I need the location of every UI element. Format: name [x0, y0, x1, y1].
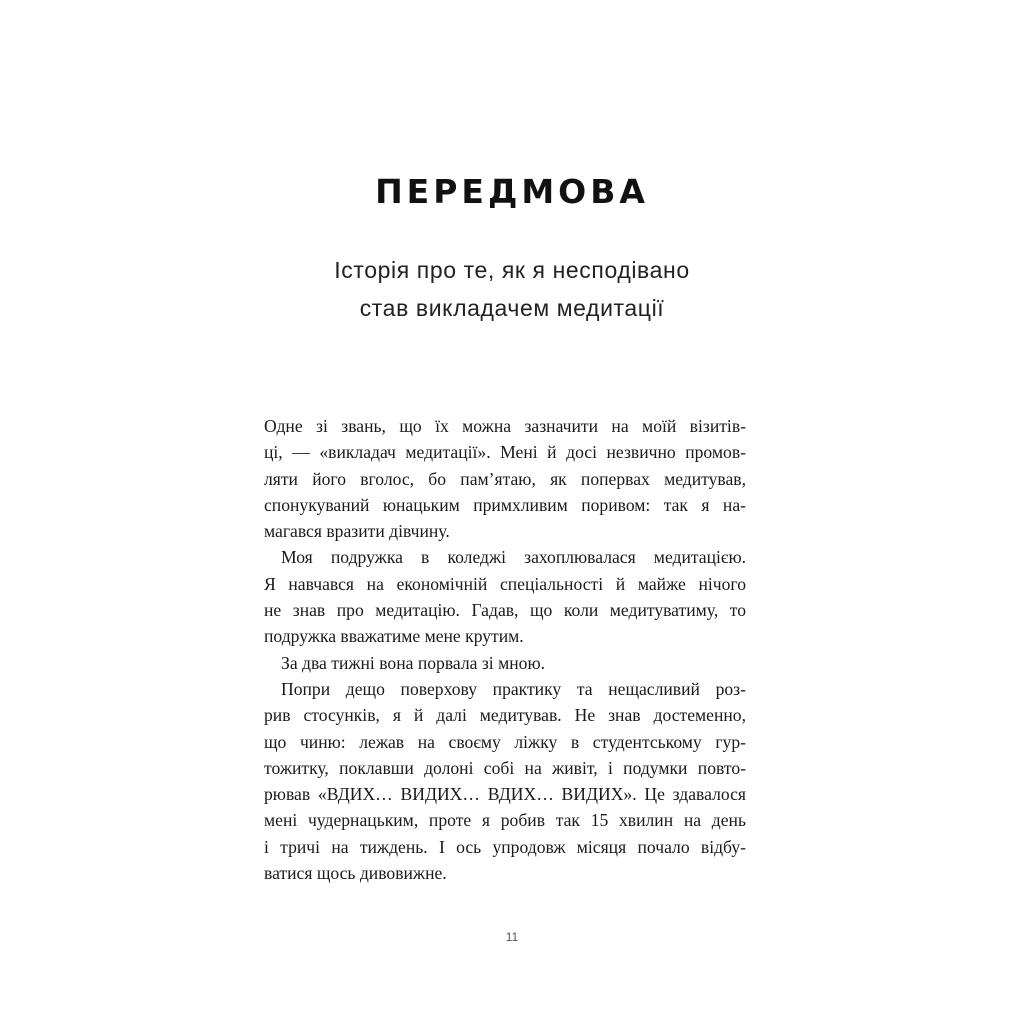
text-line: ляти його вголос, бо пам’ятаю, як попервах медитував,: [264, 468, 746, 489]
page-number: 11: [505, 930, 519, 944]
text-line: не знав про медитацію. Гадав, що коли медитуватиму, то: [264, 600, 746, 621]
body-text: [264, 413, 746, 886]
chapter-title: ПЕРЕДМОВА: [375, 172, 649, 211]
text-line: магався вразити дівчину.: [264, 521, 450, 542]
text-line: подружка вважатиме мене крутим.: [264, 626, 524, 647]
text-line: Моя подружка в коледжі захоплювалася медитацією.: [281, 547, 746, 568]
text-line: спонукуваний юнацьким примхливим поривом: так я на-: [264, 494, 746, 515]
text-line: рював «ВДИХ… ВИДИХ… ВДИХ… ВИДИХ». Це здавалося: [264, 784, 746, 805]
text-line: мені чудернацьким, проте я робив так 15 хвилин на день: [264, 810, 746, 831]
subtitle-line: став викладачем медитації: [359, 295, 665, 321]
subtitle-line: Історія про те, як я несподівано: [334, 257, 690, 283]
text-line: тожитку, поклавши долоні собі на живіт, і подумки повто-: [264, 757, 746, 778]
text-line: ватися щось дивовижне.: [264, 863, 447, 884]
text-line: Попри дещо поверхову практику та нещасливий роз-: [281, 678, 746, 699]
text-line: За два тижні вона порвала зі мною.: [281, 652, 545, 673]
text-line: і тричі на тиждень. І ось упродовж місяця почало відбу-: [264, 836, 746, 857]
text-line: що чиню: лежав на своєму ліжку в студентському гур-: [264, 731, 746, 752]
text-line: ці, — «викладач медитації». Мені й досі незвично промов-: [264, 442, 746, 463]
text-line: Я навчався на економічній спеціальності й майже нічого: [264, 573, 746, 594]
text-line: рив стосунків, я й далі медитував. Не знав достеменно,: [264, 705, 746, 726]
chapter-subtitle: [0, 251, 1024, 327]
text-line: Одне зі звань, що їх можна зазначити на моїй візитів-: [264, 416, 746, 436]
